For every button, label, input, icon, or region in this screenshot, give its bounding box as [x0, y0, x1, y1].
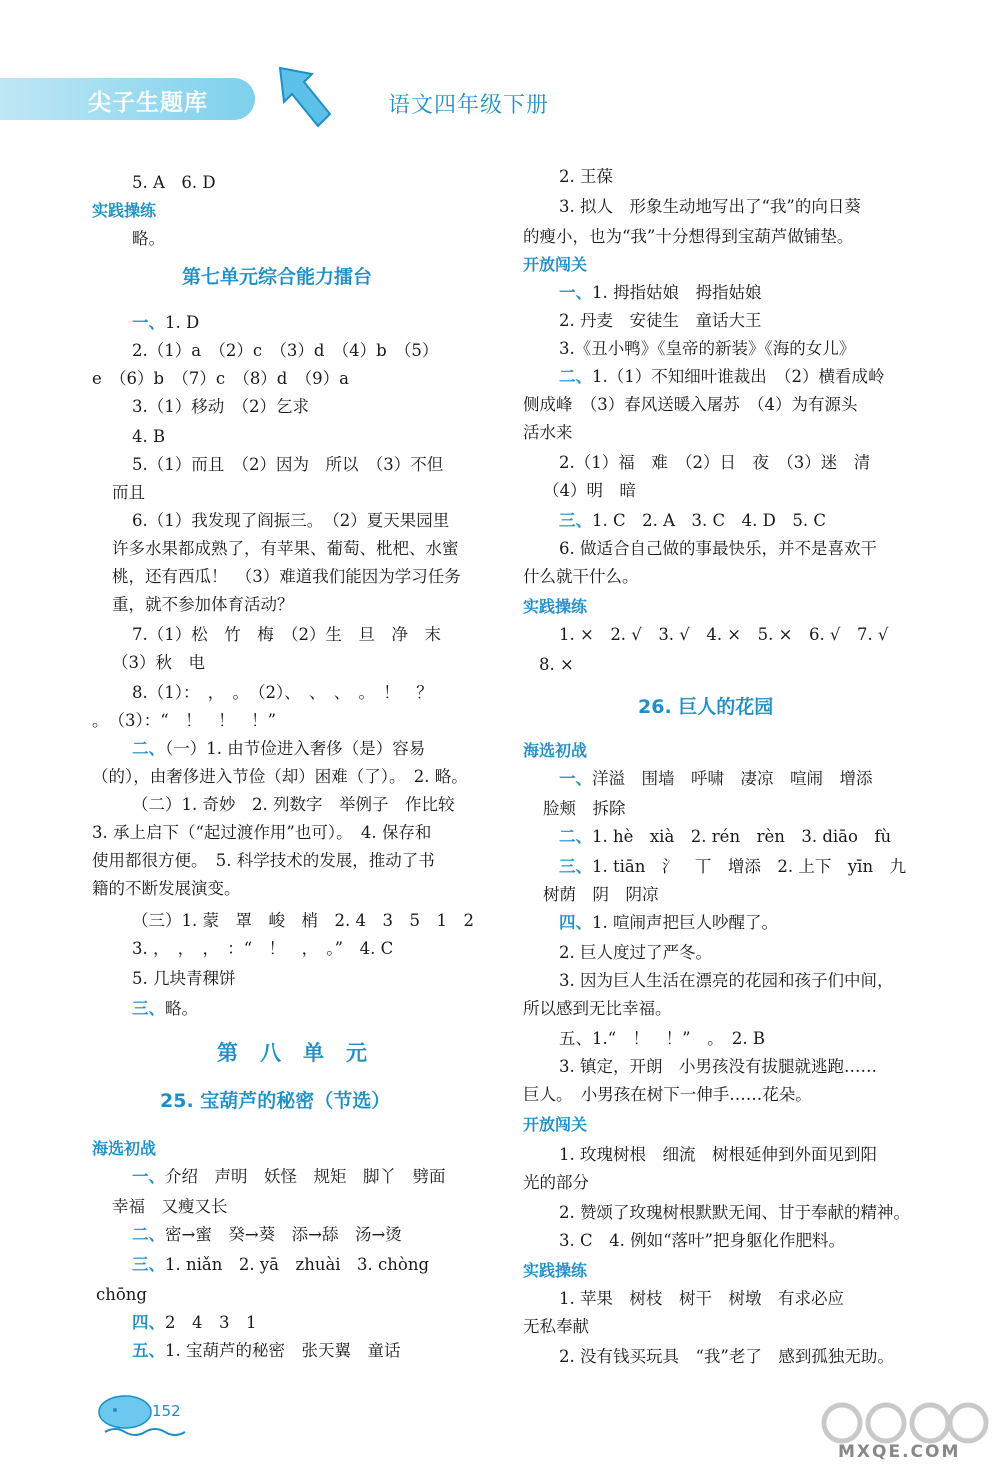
- answer-line: 五、1.“ ！ ！” 。 2. B: [559, 1029, 765, 1048]
- answer-text: 1. niǎn 2. yā zhuài 3. chòng: [165, 1255, 430, 1274]
- lesson-title: 26. 巨人的花园: [638, 696, 774, 718]
- question-number: 一、: [559, 769, 592, 788]
- question-number: 三、: [132, 1255, 165, 1274]
- section-heading: 开放闯关: [523, 255, 588, 274]
- answer-line: （三）1. 蒙 罩 峻 梢 2. 4 3 5 1 2: [132, 911, 474, 930]
- answer-line: 幸福 又瘦又长: [112, 1197, 228, 1216]
- answer-line: 2. 丹麦 安徒生 童话大王: [559, 311, 762, 330]
- answer-line: [132, 1341, 401, 1361]
- answer-line: 重，就不参加体育活动？: [112, 595, 294, 614]
- answer-line: 3.（1）移动 （2）乞求: [132, 397, 309, 416]
- question-number: 一、: [559, 283, 592, 302]
- answer-line: [559, 857, 906, 877]
- answer-line: 2.（1）福 难 （2）日 夜 （3）迷 清: [559, 453, 871, 472]
- answer-line: 6.（1）我发现了阎振三。 （2）夏天果园里: [132, 511, 450, 530]
- answer-line: 3. 镇定，开朗 小男孩没有拔腿就逃跑……: [559, 1057, 877, 1076]
- question-number: 二、: [132, 739, 165, 758]
- answer-line: 2. 巨人度过了严冬。: [559, 943, 712, 962]
- answer-line: 5.（1）而且 （2）因为 所以 （3）不但: [132, 455, 444, 474]
- question-number: 一、: [132, 1167, 165, 1186]
- brand-title: 尖子生题库: [88, 90, 208, 116]
- answer-line: 什么就干什么。: [523, 567, 639, 586]
- answer-line: 2. 没有钱买玩具 “我”老了 感到孤独无助。: [559, 1347, 894, 1366]
- question-number: 二、: [132, 1225, 165, 1244]
- watermark-text: MXQE.COM: [838, 1442, 961, 1462]
- answer-line: （3）秋 电: [112, 653, 205, 672]
- page-number: 152: [152, 1402, 181, 1420]
- answer-text: 密→蜜 癸→葵 添→舔 汤→烫: [165, 1225, 402, 1244]
- answer-line: 所以感到无比幸福。: [523, 999, 672, 1018]
- question-number: 三、: [132, 999, 165, 1018]
- answer-text: 1. D: [165, 313, 200, 332]
- answer-line: [559, 367, 885, 387]
- answer-text: 略。: [165, 999, 198, 1018]
- lesson-title: 25. 宝葫芦的秘密（节选）: [160, 1090, 391, 1112]
- answer-line: 4. B: [132, 427, 166, 446]
- answer-line: 桃，还有西瓜！ （3）难道我们能因为学习任务: [112, 567, 461, 586]
- answer-text: 2 4 3 1: [165, 1313, 257, 1332]
- answer-line: （二）1. 奇妙 2. 列数字 举例子 作比较: [132, 795, 455, 814]
- answer-line: 略。: [132, 229, 165, 248]
- answer-line: [559, 913, 778, 933]
- answer-line: 1. 玫瑰树根 细流 树根延伸到外面见到阳: [559, 1145, 877, 1164]
- answer-line: [132, 1167, 446, 1187]
- answer-line: 活水来: [523, 423, 573, 442]
- answer-text: 1. 宝葫芦的秘密 张天翼 童话: [165, 1341, 401, 1360]
- answer-line: 5. A 6. D: [132, 173, 216, 192]
- answer-line: 脸颊 拆除: [543, 799, 626, 818]
- answer-line: 2. 赞颂了玫瑰树根默默无闻、甘于奉献的精神。: [559, 1203, 910, 1222]
- answer-line: 侧成峰 （3）春风送暖入屠苏 （4）为有源头: [523, 395, 858, 414]
- question-number: 五、: [132, 1341, 165, 1360]
- question-number: 四、: [559, 913, 592, 932]
- answer-line: 树荫 阴 阴凉: [543, 885, 659, 904]
- answer-line: （的），由奢侈进入节俭（却）困难（了）。 2. 略。: [92, 767, 468, 786]
- answer-line: 使用都很方便。 5. 科学技术的发展，推动了书: [92, 851, 435, 870]
- question-number: 四、: [132, 1313, 165, 1332]
- answer-text: 1. 喧闹声把巨人吵醒了。: [592, 913, 778, 932]
- answer-line: 而且: [112, 483, 145, 502]
- section-heading: 开放闯关: [523, 1115, 588, 1134]
- answer-line: 7.（1）松 竹 梅 （2）生 旦 净 末: [132, 625, 441, 644]
- answer-text: （一）1. 由节俭进入奢侈（是）容易: [165, 739, 426, 758]
- answer-line: [559, 827, 891, 847]
- section-heading: 实践操练: [92, 201, 157, 220]
- answer-text: 介绍 声明 妖怪 规矩 脚丫 劈面: [165, 1167, 446, 1186]
- answer-text: 1.（1）不知细叶谁裁出 （2）横看成岭: [592, 367, 885, 386]
- book-title: 语文四年级下册: [388, 93, 550, 118]
- question-number: 二、: [559, 367, 592, 386]
- section-heading: 海选初战: [523, 741, 588, 760]
- arrow-icon: [272, 62, 336, 132]
- lesson-title: 第七单元综合能力擂台: [182, 266, 373, 288]
- answer-line: 1. 苹果 树枝 树干 树墩 有求必应: [559, 1289, 844, 1308]
- answer-line: 6. 做适合自己做的事最快乐，并不是喜欢干: [559, 539, 877, 558]
- answer-text: 洋溢 围墙 呼啸 凄凉 喧闹 增添: [592, 769, 873, 788]
- answer-line: 8. ×: [539, 655, 574, 674]
- answer-line: 。 （3）：“ ！ ！ ！”: [92, 711, 277, 730]
- answer-line: [132, 739, 425, 759]
- answer-line: 许多水果都成熟了，有苹果、葡萄、枇杷、水蜜: [112, 539, 459, 558]
- question-number: 三、: [559, 857, 592, 876]
- question-number: 二、: [559, 827, 592, 846]
- answer-line: [559, 769, 873, 789]
- section-heading: 海选初战: [92, 1139, 157, 1158]
- answer-line: 5. 几块青稞饼: [132, 969, 236, 988]
- answer-line: e （6）b （7）c （8）d （9）a: [92, 369, 349, 388]
- question-number: 三、: [559, 511, 592, 530]
- answer-line: [132, 313, 199, 333]
- answer-line: 1. × 2. √ 3. √ 4. × 5. × 6. √ 7. √: [559, 625, 889, 644]
- answer-text: 1. hè xià 2. rén rèn 3. diāo fù: [592, 827, 892, 846]
- answer-line: 的瘦小，也为“我”十分想得到宝葫芦做铺垫。: [523, 227, 854, 246]
- answer-line: 3. 因为巨人生活在漂亮的花园和孩子们中间，: [559, 971, 894, 990]
- answer-line: （4）明 暗: [543, 481, 636, 500]
- answer-line: 巨人。 小男孩在树下一伸手……花朵。: [523, 1085, 812, 1104]
- answer-line: [132, 999, 198, 1019]
- answer-line: 3.《丑小鸭》《皇帝的新装》《海的女儿》: [559, 339, 856, 358]
- question-number: 一、: [132, 313, 165, 332]
- answer-line: 3. 拟人 形象生动地写出了“我”的向日葵: [559, 197, 861, 216]
- answer-line: [559, 511, 826, 531]
- answer-line: [132, 1313, 257, 1333]
- answer-line: chōng: [96, 1285, 147, 1304]
- answer-line: [132, 1255, 429, 1275]
- answer-line: 8.（1）： ， 。 （2）、 、 、 。 ！ ？: [132, 683, 433, 702]
- answer-line: 3. ， ， ， ：“ ！ ， 。” 4. C: [132, 939, 394, 958]
- answer-line: 2. 王葆: [559, 167, 613, 186]
- answer-line: 籍的不断发展演变。: [92, 879, 241, 898]
- lesson-title: 第八单元: [217, 1041, 389, 1065]
- answer-line: 2.（1）a （2）c （3）d （4）b （5）: [132, 341, 439, 360]
- answer-line: [559, 283, 762, 303]
- answer-line: 无私奉献: [523, 1317, 589, 1336]
- answer-text: 1. 拇指姑娘 拇指姑娘: [592, 283, 762, 302]
- section-heading: 实践操练: [523, 1261, 588, 1280]
- answer-line: [132, 1225, 402, 1245]
- answer-line: 3. 承上启下（“起过渡作用”也可）。 4. 保存和: [92, 823, 432, 842]
- answer-text: 1. C 2. A 3. C 4. D 5. C: [592, 511, 826, 530]
- answer-line: 3. C 4. 例如“落叶”把身躯化作肥料。: [559, 1231, 845, 1250]
- section-heading: 实践操练: [523, 597, 588, 616]
- page-header: [0, 0, 1000, 140]
- answer-text: 1. tiān 氵 丅 增添 2. 上下 yīn 九: [592, 857, 907, 876]
- answer-line: 光的部分: [523, 1173, 589, 1192]
